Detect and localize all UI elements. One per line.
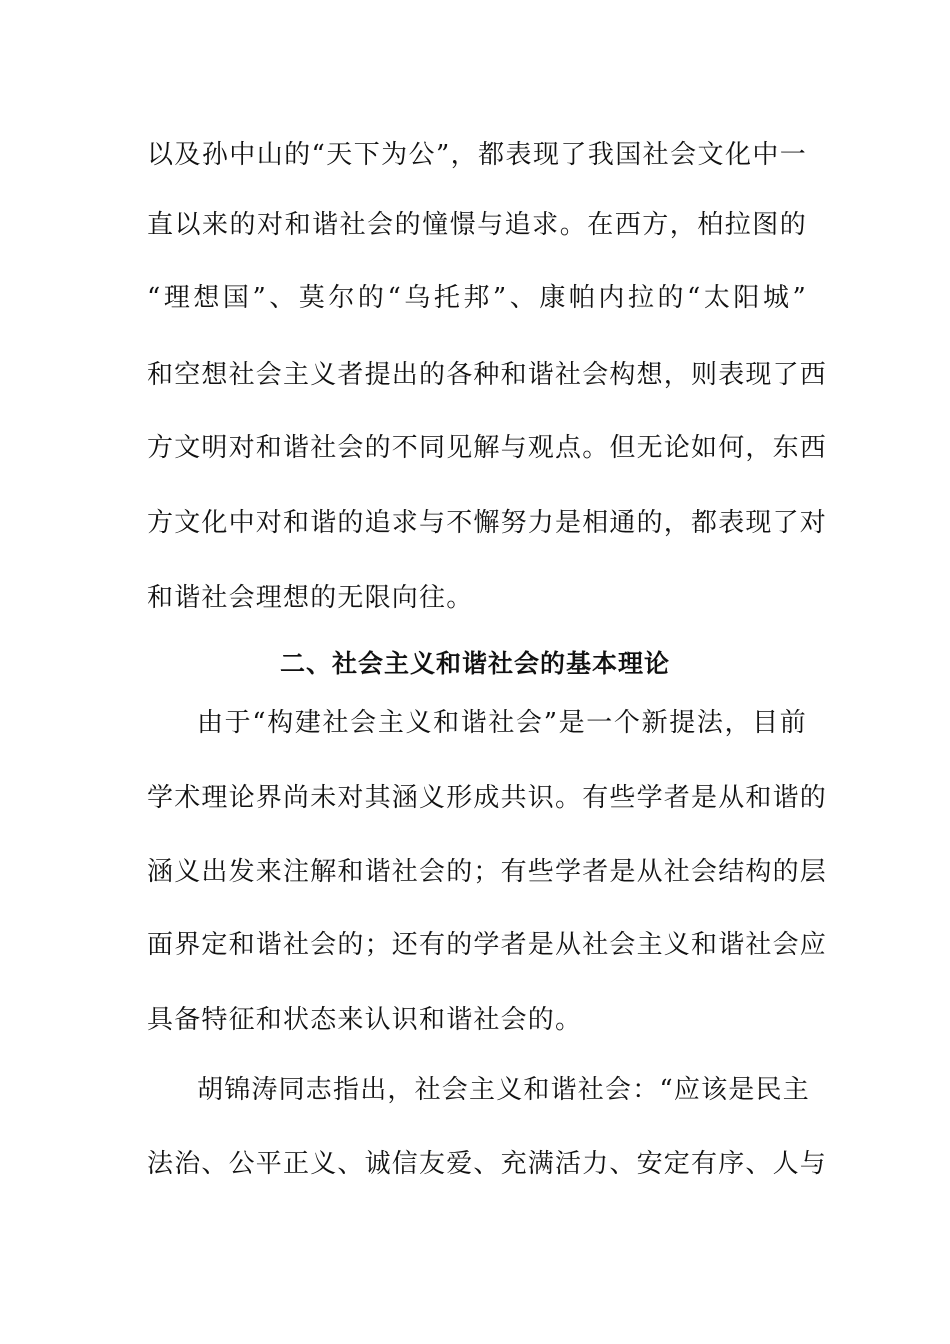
paragraph3-line-1: 胡锦涛同志指出，社会主义和谐社会：“应该是民主: [197, 1075, 810, 1105]
paragraph1-line-2: 直以来的对和谐社会的憧憬与追求。在西方，柏拉图的: [147, 210, 807, 240]
paragraph1-line-3: “理想国”、莫尔的“乌托邦”、康帕内拉的“太阳城”: [147, 283, 807, 313]
paragraph2-line-2: 学术理论界尚未对其涵义形成共识。有些学者是从和谐的: [147, 783, 828, 813]
paragraph2-line-1: 由于“构建社会主义和谐社会”是一个新提法，目前: [197, 708, 807, 738]
paragraph2-line-4: 面界定和谐社会的；还有的学者是从社会主义和谐社会应: [147, 930, 828, 960]
section-heading: 二、社会主义和谐社会的基本理论: [279, 649, 670, 678]
paragraph3-line-2: 法治、公平正义、诚信友爱、充满活力、安定有序、人与: [147, 1149, 828, 1179]
paragraph1-line-1: 以及孙中山的“天下为公”，都表现了我国社会文化中一: [147, 140, 807, 170]
paragraph1-line-4: 和空想社会主义者提出的各种和谐社会构想，则表现了西: [147, 360, 828, 390]
paragraph2-line-5: 具备特征和状态来认识和谐社会的。: [147, 1005, 583, 1035]
paragraph1-line-7: 和谐社会理想的无限向往。: [147, 583, 474, 613]
paragraph1-line-5: 方文明对和谐社会的不同见解与观点。但无论如何，东西: [147, 433, 828, 463]
paragraph1-line-6: 方文化中对和谐的追求与不懈努力是相通的，都表现了对: [147, 508, 828, 538]
paragraph2-line-3: 涵义出发来注解和谐社会的；有些学者是从社会结构的层: [147, 857, 828, 887]
